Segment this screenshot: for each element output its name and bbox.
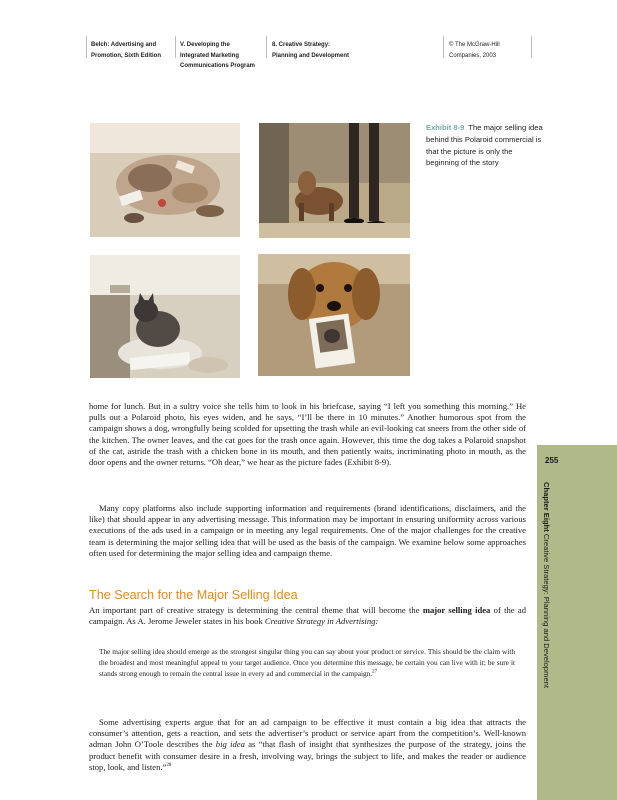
section-heading: The Search for the Major Selling Idea [89,588,298,602]
header-line: Integrated Marketing [180,52,240,59]
header-divider [531,36,532,58]
quote-text: The major selling idea should emerge as the strongest singular thing you can say about your product or service. This should be the claim with the broadest and most meaningful appeal to your target audience. Once you determine this message, be certain you can live with it; be sure it stands strong enough to remain the central issue in every ad and commercial in the campaign. [99,647,515,678]
body-paragraph: home for lunch. But in a sultry voice she tells him to look in his briefcase, saying “I left you something this morning.” He pulls out a Polaroid photo, his eyes widen, and he says, “I’ll be there in 10 minutes.” Another humorous spot from the campaign shows a dog, wrongfully being scolded for upsetting the trash while an evil-looking cat sneers from the other side of the kitchen. The owner leaves, and the cat goes for the trash once again. However, this time the dog takes a Polaroid snapshot of the cat, astride the trash with a chicken bone in its mouth, and then patiently waits, incriminating photo in mouth, as the door opens and the owner returns. “Oh dear,” we hear as the picture fades (Exhibit 8-9). [89,401,526,468]
header-book-title [91,40,171,61]
text-run: Some advertising experts argue that for an ad campaign to be effective it must contain a big idea that attracts the consumer’s attention, gets a reaction, and sets the advertiser’s product or service apart from the competition’s. Well-known adman John O’Toole describes the [89,717,526,750]
header-part-title [180,40,265,72]
exhibit-caption [426,122,544,169]
text-run: An important part of creative strategy is determining the central theme that will become the [89,605,423,615]
footnote-marker: 28 [166,762,172,768]
header-line: Planning and Development [272,52,350,59]
chapter-label: Chapter Eight [542,482,551,532]
photo-spilled-trash [90,123,240,237]
book-title: Creative Strategy in Advertising: [264,616,379,627]
header-line: © The McGraw-Hill [449,42,500,48]
text-run: as “that flash of insight that synthesizes the purpose of the strategy, joins the product benefit with consumer desire in a fresh, involving way, brings the subject to life, and makes the reader or audience stop, look, and listen.” [89,739,526,772]
page-number: 255 [545,456,559,465]
header-line: Promotion, Sixth Edition [91,52,161,59]
header-line: V. Developing the [180,42,230,48]
chapter-running-title [542,482,551,722]
exhibit-caption-text: The major selling idea behind this Polaroid commercial is that the picture is only the beginning of the story [426,123,543,168]
header-divider [175,36,176,58]
header-chapter-title [272,40,382,61]
body-paragraph: Many copy platforms also include supporting information and requirements (brand identifications, disclaimers, and the like) that should appear in any advertising message. This information may be important in ensuring uniformity across various executions of the ads used in a campaign or in meeting any legal requirements. One of the major challenges for the creative team is determining the major selling idea that will be used as the basis of the campaign. We examine below some approaches often used for determining the major selling idea and campaign theme. [89,503,526,558]
chapter-title: Creative Strategy: Planning and Development [542,533,551,688]
header-line: Companies, 2003 [449,52,497,59]
text-run: of the ad campaign. As A. Jerome Jeweler states in his book [89,605,527,627]
header-copyright [449,40,529,61]
photo-dog-and-owner [259,123,410,238]
header-divider [443,36,444,58]
running-header [0,36,617,96]
footnote-marker: 27 [372,669,378,675]
header-divider [266,36,267,58]
block-quote [99,647,515,679]
photo-dog-with-polaroid [258,254,410,376]
body-paragraph [89,717,526,773]
header-divider [86,36,87,58]
header-line: Communications Program [180,63,256,69]
header-line: Belch: Advertising and [91,42,157,48]
key-term: major selling idea [422,605,491,615]
body-paragraph [89,605,526,627]
photo-cat-in-trash [90,255,240,378]
header-line: 8. Creative Strategy: [272,42,331,48]
italic-term: big idea [215,739,245,750]
exhibit-label: Exhibit 8-9 [426,123,465,132]
